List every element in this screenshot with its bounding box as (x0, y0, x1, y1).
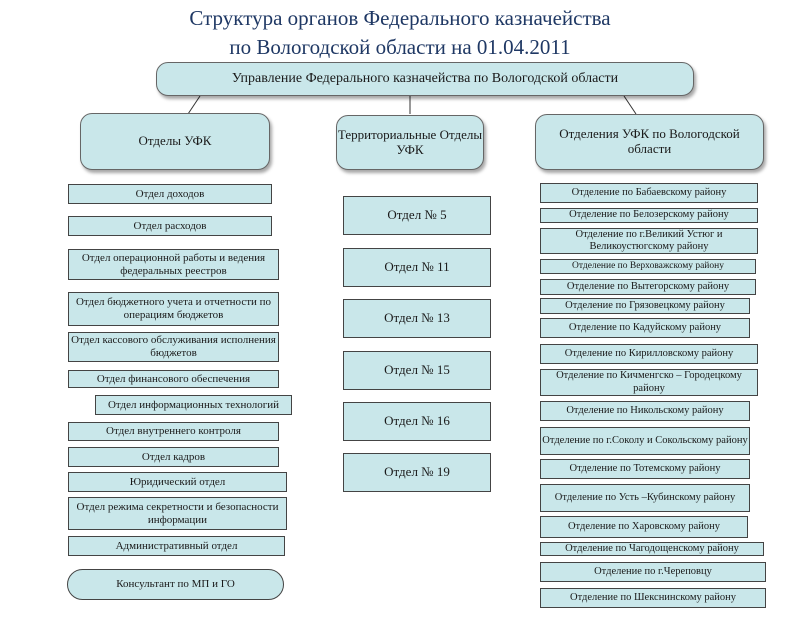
territorial-box: Отдел № 5 (343, 196, 491, 235)
department-box: Отдел кассового обслуживания исполнения бюджетов (68, 332, 279, 362)
territorial-box: Отдел № 19 (343, 453, 491, 492)
branch-box: Отделение по г.Череповцу (540, 562, 766, 582)
branch-box: Отделение по Бабаевскому району (540, 183, 758, 203)
department-box: Отдел информационных технологий (95, 395, 292, 415)
branch-box: Отделение по Кичменгско – Городецкому району (540, 369, 758, 396)
branch-box: Отделение по Харовскому району (540, 516, 748, 538)
branch-box: Отделение по Белозерскому району (540, 208, 758, 223)
branch-box: Отделение по Верховажскому району (540, 259, 756, 274)
branch-box: Отделение по Кирилловскому району (540, 344, 758, 364)
department-box: Отдел бюджетного учета и отчетности по операциям бюджетов (68, 292, 279, 326)
branch-box: Отделение по Кадуйскому району (540, 318, 750, 338)
root-node: Управление Федерального казначейства по Вологодской области (156, 62, 694, 96)
territorial-box: Отдел № 15 (343, 351, 491, 390)
department-box: Отдел операционной работы и ведения федеральных реестров (68, 249, 279, 280)
connector-root-to-departments (188, 96, 200, 114)
branch-box: Отделение по Никольскому району (540, 401, 750, 421)
branch-box: Отделение по Вытегорскому району (540, 279, 756, 295)
department-box: Юридический отдел (68, 472, 287, 492)
branch-box: Отделение по Грязовецкому району (540, 298, 750, 314)
branch-box: Отделение по Чагодощенскому району (540, 542, 764, 556)
department-box: Отдел внутреннего контроля (68, 422, 279, 441)
branch-box: Отделение по Усть –Кубинскому району (540, 484, 750, 512)
department-box: Отдел расходов (68, 216, 272, 236)
department-box: Отдел финансового обеспечения (68, 370, 279, 388)
category-departments: Отделы УФК (80, 113, 270, 170)
territorial-box: Отдел № 11 (343, 248, 491, 287)
department-box: Административный отдел (68, 536, 285, 556)
page-title-line-1: Структура органов Федерального казначейства (189, 6, 611, 30)
category-branches: Отделения УФК по Вологодской области (535, 114, 764, 170)
branch-box: Отделение по Шекснинскому району (540, 588, 766, 608)
branch-box: Отделение по г.Соколу и Сокольскому району (540, 427, 750, 455)
page-title-line-2: по Вологодской области на 01.04.2011 (229, 35, 571, 59)
connector-root-to-branches (624, 96, 636, 114)
branch-box: Отделение по г.Великий Устюг и Великоустюгскому району (540, 228, 758, 254)
territorial-box: Отдел № 16 (343, 402, 491, 441)
territorial-box: Отдел № 13 (343, 299, 491, 338)
department-box: Отдел кадров (68, 447, 279, 467)
category-territorial: Территориальные Отделы УФК (336, 115, 484, 170)
department-box: Отдел режима секретности и безопасности информации (68, 497, 287, 530)
branch-box: Отделение по Тотемскому району (540, 459, 750, 479)
department-box: Отдел доходов (68, 184, 272, 204)
department-box: Консультант по МП и ГО (67, 569, 284, 600)
